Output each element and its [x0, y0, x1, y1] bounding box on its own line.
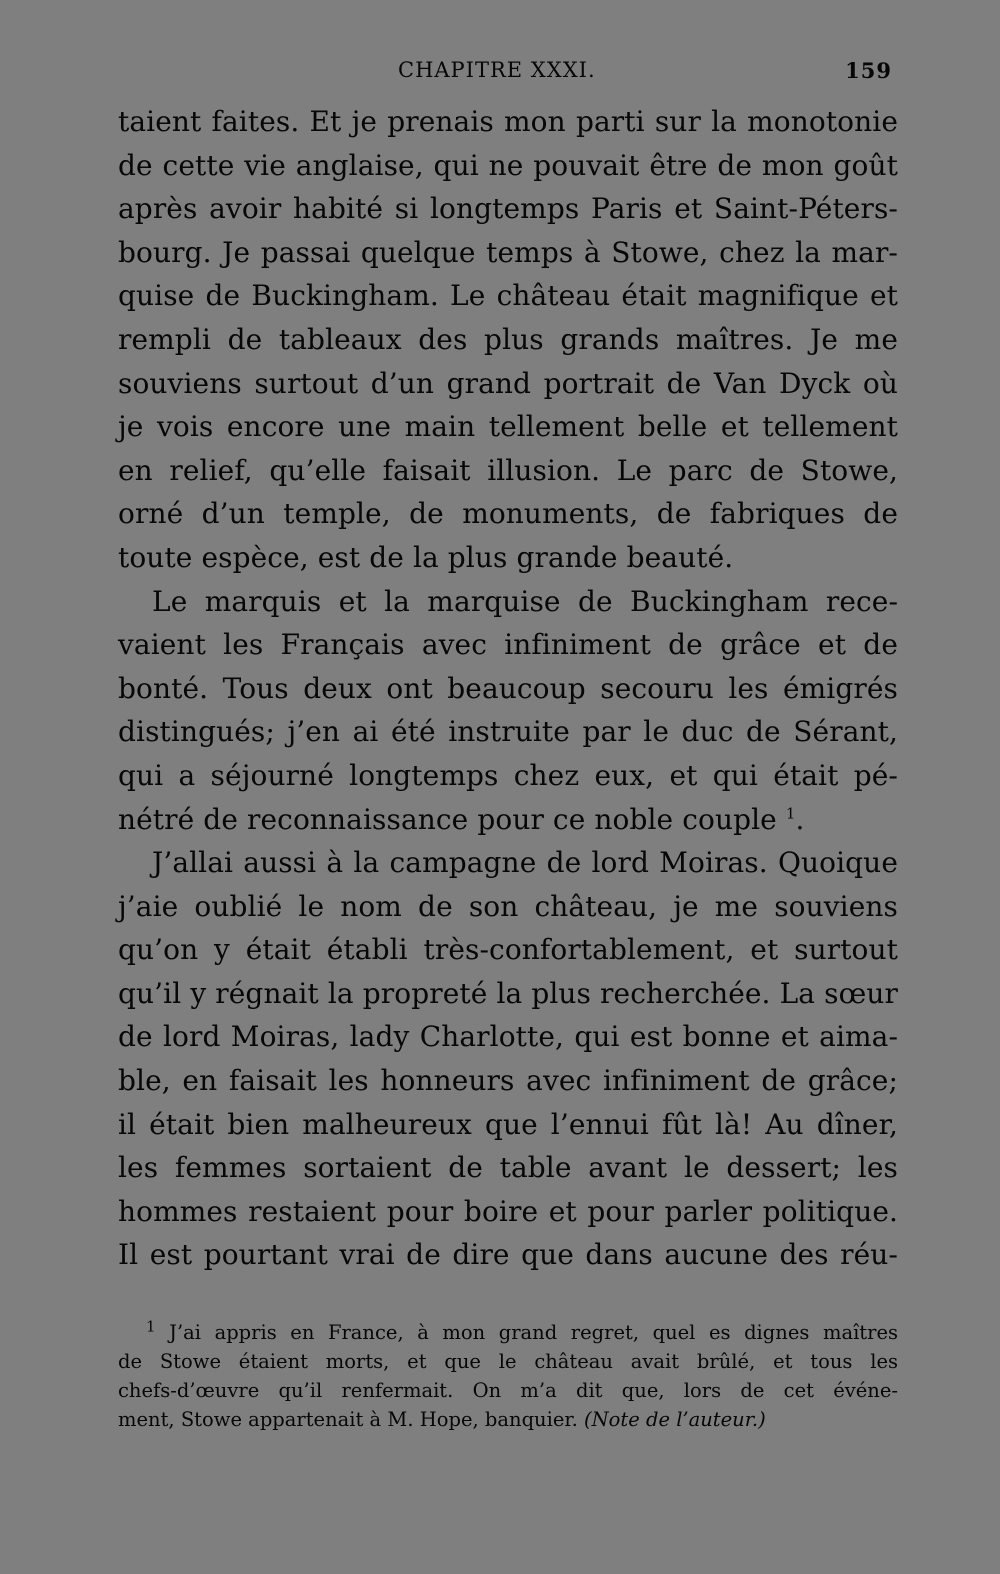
text-line: je vois encore une main tellement belle et tellement [118, 410, 898, 444]
text-line: il était bien malheureux que l’ennui fût là! Au dîner, [118, 1107, 898, 1141]
footnote-line [118, 1405, 898, 1434]
text-line: bonté. Tous deux ont beaucoup secouru les émigrés [118, 671, 898, 705]
text-line: orné d’un temple, de monuments, de fabriques de [118, 497, 898, 531]
text-line: distingués; j’en ai été instruite par le duc de Sérant, [118, 715, 898, 749]
footnote-line: de Stowe étaient morts, et que le château avait brûlé, et tous les [118, 1350, 898, 1373]
text-line: j’aie oublié le nom de son château, je me souviens [118, 889, 898, 923]
footnote-marker: 1 [146, 1317, 156, 1336]
text-line: de cette vie anglaise, qui ne pouvait être de mon goût [118, 148, 898, 182]
text-line: en relief, qu’elle faisait illusion. Le parc de Stowe, [118, 453, 898, 487]
running-head [118, 58, 898, 88]
text-line-content: nétré de reconnaissance pour ce noble couple [118, 802, 777, 836]
text-line: qu’on y était établi très-confortablement, et surtout [118, 933, 898, 967]
text-line: les femmes sortaient de table avant le dessert; les [118, 1151, 898, 1185]
footnote-line-content: J’ai appris en France, à mon grand regret, quel es dignes maîtres [169, 1321, 899, 1344]
text-line: hommes restaient pour boire et pour parler politique. [118, 1194, 898, 1228]
footnote-attribution: (Note de l’auteur.) [583, 1408, 766, 1431]
text-line: rempli de tableaux des plus grands maîtres. Je me [118, 322, 898, 356]
text-line: Il est pourtant vrai de dire que dans aucune des réu- [118, 1238, 898, 1272]
footnote-line-content: ment, Stowe appartenait à M. Hope, banquier. [118, 1408, 578, 1431]
text-line: qui a séjourné longtemps chez eux, et qui était pé- [118, 758, 898, 792]
footnote-line [118, 1318, 898, 1347]
text-line [118, 798, 898, 842]
text-line: Le marquis et la marquise de Buckingham rece- [152, 584, 898, 618]
body-text [118, 100, 898, 1277]
footnote-line: chefs-d’œuvre qu’il renfermait. On m’a dit que, lors de cet événe- [118, 1379, 898, 1402]
footnote-ref-punctuation: . [795, 802, 805, 836]
text-line: toute espèce, est de la plus grande beauté. [118, 540, 734, 574]
page-number: 159 [845, 58, 892, 83]
text-line: taient faites. Et je prenais mon parti sur la monotonie [118, 105, 898, 138]
text-line: souviens surtout d’un grand portrait de Van Dyck où [118, 366, 898, 400]
text-line: après avoir habité si longtemps Paris et Saint-Péters- [118, 192, 898, 226]
text-line: quise de Buckingham. Le château était magnifique et [118, 279, 898, 313]
text-line: vaient les Français avec infiniment de grâce et de [118, 628, 898, 662]
book-page [118, 0, 898, 1574]
text-line: J’allai aussi à la campagne de lord Moiras. Quoique [152, 846, 898, 880]
text-line: de lord Moiras, lady Charlotte, qui est bonne et aima- [118, 1020, 898, 1054]
chapter-title: CHAPITRE XXXI. [398, 58, 596, 82]
text-line: ble, en faisait les honneurs avec infiniment de grâce; [118, 1064, 898, 1098]
footnote [118, 1318, 898, 1434]
footnote-reference[interactable]: 1 [785, 804, 796, 823]
text-line: bourg. Je passai quelque temps à Stowe, chez la mar- [118, 235, 898, 269]
text-line: qu’il y régnait la propreté la plus recherchée. La sœur [118, 976, 898, 1010]
